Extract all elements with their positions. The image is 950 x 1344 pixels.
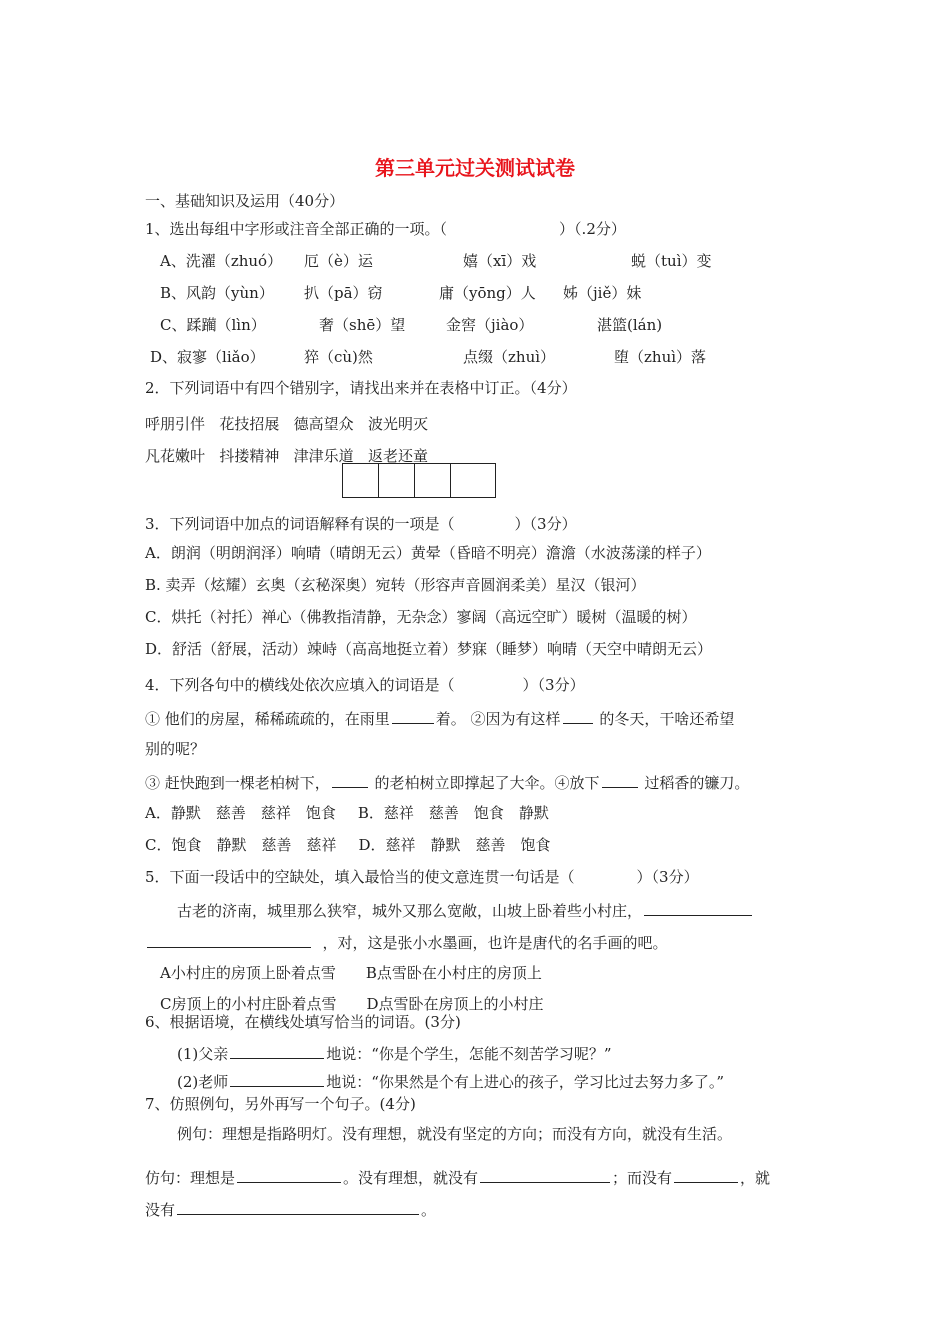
text-segment: ）（3分） (514, 515, 577, 533)
correction-cell[interactable] (450, 463, 496, 498)
q5-passage-2 (145, 931, 668, 953)
text-segment: ① 他们的房屋，稀稀疏疏的，在雨里 (145, 710, 390, 728)
q4-sentence-1 (145, 707, 734, 729)
text-segment: 呼朋引伴 (145, 415, 206, 433)
text-segment: 3．下列词语中加点的词语解释有误的一项是（ (145, 515, 455, 533)
q1-option-d-4: 堕（zhuì）落 (614, 348, 707, 366)
text-segment: D．慈祥 静默 慈善 饱食 (358, 836, 551, 854)
text-segment: 过稻香的镰刀。 (639, 774, 750, 792)
q1-option-d-2: 猝（cù)然 (304, 348, 373, 366)
text-segment: 的老柏树立即撑起了大伞。④放下 (369, 774, 600, 792)
blank-line[interactable] (563, 707, 593, 724)
text-segment: C房顶上的小村庄卧着点雪 (160, 995, 337, 1013)
q4-stem (145, 675, 585, 695)
q6-stem: 6、根据语境，在横线处填写恰当的词语。(3分) (145, 1013, 461, 1031)
text-segment: (2)老师 (177, 1073, 229, 1091)
text-segment: 1、选出每组中字形或注音全部正确的一项。（ (145, 220, 448, 238)
q7-imitation-line-1 (145, 1166, 770, 1188)
q6-line-1 (177, 1042, 612, 1064)
blank-line[interactable] (392, 707, 434, 724)
text-segment: 4．下列各句中的横线处依次应填入的词语是（ (145, 676, 455, 694)
text-segment: (1)父亲 (177, 1045, 229, 1063)
text-segment: A小村庄的房顶上卧着点雪 (160, 964, 336, 982)
q4-sentence-3 (145, 771, 749, 793)
text-segment: ，就 (740, 1169, 771, 1187)
blank-line[interactable] (480, 1166, 610, 1183)
q5-passage-1 (177, 899, 754, 921)
q1-option-a-3: 嬉（xī）戏 (463, 252, 537, 270)
text-segment: B点雪卧在小村庄的房顶上 (365, 964, 542, 982)
text-segment: 地说：“你果然是个有上进心的孩子，学习比过去努力多了。” (326, 1073, 725, 1091)
q7-imitation-line-2 (145, 1198, 436, 1220)
q1-option-d: D、寂寥（liǎo） (150, 348, 265, 366)
text-segment: 花技招展 (219, 415, 280, 433)
q3-option-d: D．舒活（舒展，活动）竦峙（高高地挺立着）梦寐（睡梦）响晴（天空中晴朗无云） (145, 640, 713, 658)
correction-cell[interactable] (414, 463, 450, 498)
text-segment: 仿句：理想是 (145, 1169, 236, 1187)
text-segment: 返老还童 (367, 447, 428, 465)
q5-options-ab (160, 963, 542, 983)
text-segment: 津津乐道 (293, 447, 354, 465)
text-segment: 凡花嫩叶 (145, 447, 206, 465)
q1-option-a (160, 251, 282, 271)
blank-line[interactable] (147, 931, 311, 948)
q5-stem (145, 867, 699, 887)
section-heading: 一、基础知识及运用（40分） (145, 192, 345, 210)
blank-line[interactable] (644, 899, 752, 916)
text-segment: 没有 (145, 1201, 176, 1219)
text-segment: 的冬天，干啥还希望 (594, 710, 735, 728)
text-segment: ）（3分） (522, 676, 585, 694)
q7-example: 例句：理想是指路明灯。没有理想，就没有坚定的方向；而没有方向，就没有生活。 (177, 1125, 733, 1143)
q4-options-ab (145, 803, 549, 823)
text-segment: 5．下面一段话中的空缺处，填入最恰当的使文意连贯一句话是（ (145, 868, 575, 886)
q2-stem: 2．下列词语中有四个错别字，请找出来并在表格中订正。（4分） (145, 379, 577, 397)
blank-line[interactable] (230, 1070, 324, 1087)
text-segment: A、洗濯（zhuó） (160, 252, 283, 270)
q5-options-cd (160, 994, 544, 1014)
q1-option-d-3: 点缀（zhuì） (463, 348, 556, 366)
blank-line[interactable] (230, 1042, 324, 1059)
correction-table[interactable] (342, 463, 496, 498)
text-segment: 。没有理想，就没有 (343, 1169, 479, 1187)
text-segment: ）（3分） (636, 868, 699, 886)
q1-stem (145, 219, 626, 239)
q1-option-b-3: 庸（yōng）人 (439, 284, 536, 302)
q1-option-c-2: 奢（shē）望 (319, 316, 406, 334)
text-segment: 抖搂精神 (219, 447, 280, 465)
text-segment: ；而没有 (612, 1169, 673, 1187)
text-segment: ）（.2分） (559, 220, 626, 238)
correction-cell[interactable] (378, 463, 414, 498)
text-segment: B．慈祥 慈善 饱食 静默 (357, 804, 549, 822)
q1-option-b-4: 姊（jiě）妹 (563, 284, 642, 302)
blank-line[interactable] (237, 1166, 341, 1183)
q6-line-2 (177, 1070, 724, 1092)
page-title: 第三单元过关测试试卷 (375, 156, 575, 180)
correction-cell[interactable] (342, 463, 378, 498)
blank-line[interactable] (674, 1166, 738, 1183)
q1-option-c: C、蹂躏（lìn） (160, 316, 266, 334)
text-segment: ③ 赶快跑到一棵老柏树下， (145, 774, 330, 792)
blank-line[interactable] (602, 771, 638, 788)
q1-option-a-4: 蜕（tuì）变 (631, 252, 712, 270)
blank-line[interactable] (332, 771, 368, 788)
q1-option-c-4: 湛篮(lán) (597, 316, 663, 334)
text-segment: 。 (421, 1201, 437, 1219)
text-segment: C．饱食 静默 慈善 慈祥 (145, 836, 337, 854)
q1-option-c-3: 金窖（jiào） (446, 316, 534, 334)
text-segment: 波光明灭 (367, 415, 428, 433)
text-segment: ，对，这是张小水墨画，也许是唐代的名手画的吧。 (322, 934, 668, 952)
text-segment: 地说：“你是个学生，怎能不刻苦学习呢？” (326, 1045, 612, 1063)
q1-option-b-2: 扒（pā）窃 (304, 284, 383, 302)
q3-stem (145, 514, 577, 534)
q1-option-a-2: 厄（è）运 (304, 252, 373, 270)
text-segment: 古老的济南，城里那么狭窄，城外又那么宽敞，山坡上卧着些小村庄， (177, 902, 643, 920)
text-segment: A．静默 慈善 慈祥 饱食 (145, 804, 336, 822)
text-segment: 着。 ②因为有这样 (435, 710, 561, 728)
blank-line[interactable] (177, 1198, 419, 1215)
q3-option-b: B. 卖弄（炫耀）玄奥（玄秘深奥）宛转（形容声音圆润柔美）星汉（银河） (145, 576, 646, 594)
q1-option-b: B、风韵（yùn） (160, 284, 274, 302)
q7-stem: 7、仿照例句，另外再写一个句子。(4分) (145, 1095, 416, 1113)
q4-options-cd (145, 835, 551, 855)
text-segment: 德高望众 (293, 415, 354, 433)
q4-sentence-1-cont: 别的呢？ (145, 740, 206, 758)
q2-words-row1 (145, 414, 428, 434)
q3-option-c: C．烘托（衬托）禅心（佛教指清静，无杂念）寥阔（高远空旷）暖树（温暖的树） (145, 608, 697, 626)
q3-option-a: A．朗润（明朗润泽）响晴（晴朗无云）黄晕（昏暗不明亮）澹澹（水波荡漾的样子） (145, 544, 711, 562)
text-segment: D点雪卧在房顶上的小村庄 (366, 995, 544, 1013)
